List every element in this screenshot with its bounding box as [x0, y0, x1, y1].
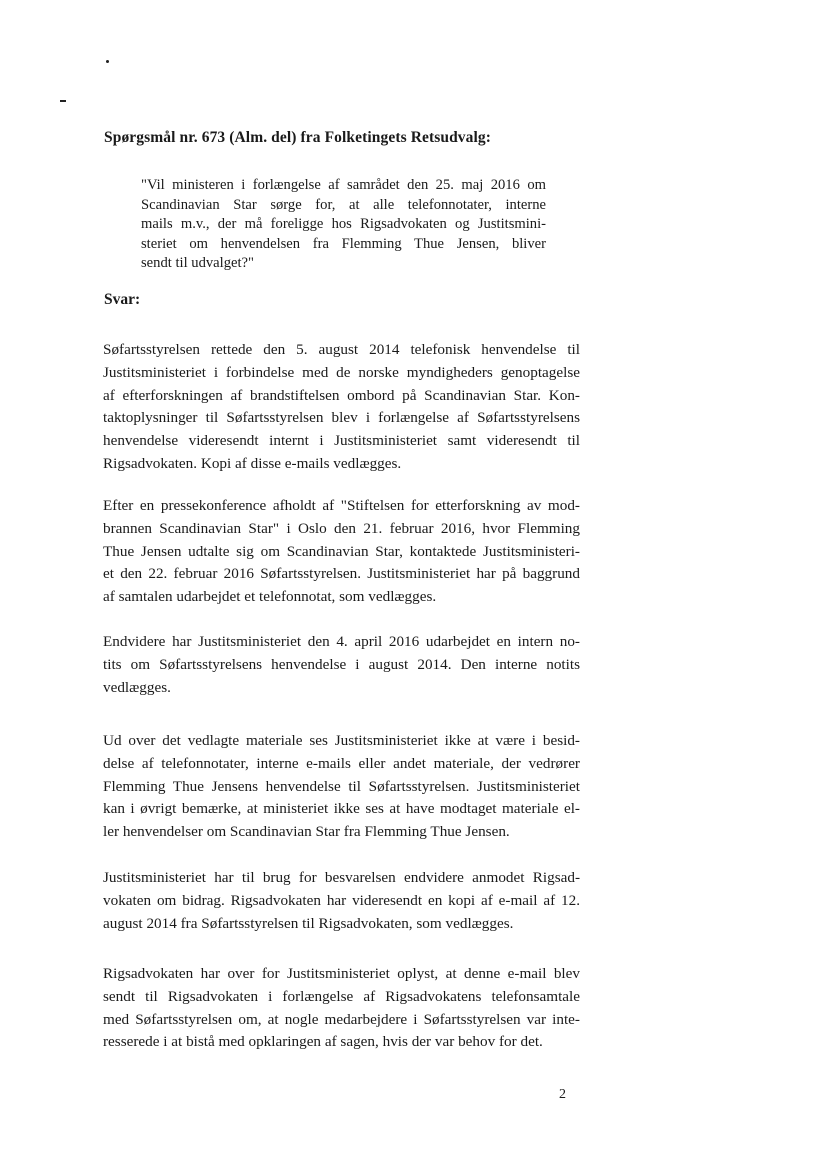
answer-paragraph-1 [103, 339, 580, 476]
paragraph-line: taktoplysninger til Søfartsstyrelsen blev i forlængelse af Søfartsstyrelsens [103, 409, 580, 427]
paragraph-line: vedlægges. [103, 678, 171, 696]
answer-paragraph-4 [103, 730, 580, 844]
paragraph-line: Justitsministeriet i forbindelse med de norske myndigheders genoptagelse [103, 363, 580, 381]
answer-paragraph-5 [103, 867, 580, 935]
paragraph-line: delse af telefonnotater, interne e-mails eller andet materiale, der vedrører [103, 754, 580, 772]
answer-paragraph-3 [103, 631, 580, 699]
page-number: 2 [559, 1087, 566, 1102]
answer-paragraph-6 [103, 963, 580, 1054]
answer-paragraph-2 [103, 495, 580, 609]
paragraph-line: Rigsadvokaten. Kopi af disse e-mails vedlægges. [103, 454, 402, 472]
paragraph-line: Efter en pressekonference afholdt af "Stiftelsen for etterforskning av mod- [103, 497, 580, 514]
paragraph-line: henvendelse videresendt internt i Justitsministeriet samt videresendt til [103, 432, 580, 450]
paragraph-line: vokaten om bidrag. Rigsadvokaten har videresendt en kopi af e-mail af 12. [103, 891, 580, 909]
paragraph-line: af samtalen udarbejdet et telefonnotat, som vedlægges. [103, 588, 437, 606]
paragraph-line: august 2014 fra Søfartsstyrelsen til Rigsadvokaten, som vedlægges. [103, 914, 514, 932]
quote-line: "Vil ministeren i forlængelse af samrådet den 25. maj 2016 om [141, 177, 546, 193]
paragraph-line: med Søfartsstyrelsen om, at nogle medarbejdere i Søfartsstyrelsen var inte- [103, 1010, 580, 1028]
paragraph-line: Flemming Thue Jensens henvendelse til Søfartsstyrelsen. Justitsministeriet [103, 777, 580, 795]
paragraph-line: Justitsministeriet har til brug for besvarelsen endvidere anmodet Rigsad- [103, 869, 580, 886]
paragraph-line: ler henvendelser om Scandinavian Star fra Flemming Thue Jensen. [103, 823, 510, 841]
quote-line: sendt til udvalget?" [141, 255, 254, 271]
paragraph-line: Ud over det vedlagte materiale ses Justitsministeriet ikke at være i besid- [103, 732, 580, 749]
paragraph-line: tits om Søfartsstyrelsens henvendelse i august 2014. Den interne notits [103, 655, 580, 673]
scan-dash-mark [60, 100, 66, 102]
paragraph-line: kan i øvrigt bemærke, at ministeriet ikke ses at have modtaget materiale el- [103, 800, 580, 818]
paragraph-line: Thue Jensen udtalte sig om Scandinavian Star, kontaktede Justitsministeri- [103, 542, 580, 560]
quote-line: mails m.v., der må foreligge hos Rigsadvokaten og Justitsmini- [141, 216, 546, 232]
question-quote [141, 176, 546, 274]
quote-line: steriet om henvendelsen fra Flemming Thue Jensen, bliver [141, 235, 546, 252]
paragraph-line: af efterforskningen af brandstiftelsen ombord på Scandinavian Star. Kon- [103, 386, 580, 404]
paragraph-line: brannen Scandinavian Star" i Oslo den 21. februar 2016, hvor Flemming [103, 519, 580, 537]
question-heading: Spørgsmål nr. 673 (Alm. del) fra Folketingets Retsudvalg: [104, 129, 492, 146]
paragraph-line: resserede i at bistå med opklaringen af sagen, hvis der var behov for det. [103, 1033, 543, 1051]
quote-line: Scandinavian Star sørge for, at alle telefonnotater, interne [141, 196, 546, 213]
paragraph-line: sendt til Rigsadvokaten i forlængelse af Rigsadvokatens telefonsamtale [103, 987, 580, 1005]
answer-label: Svar: [104, 291, 141, 308]
paragraph-line: Søfartsstyrelsen rettede den 5. august 2014 telefonisk henvendelse til [103, 341, 580, 358]
paragraph-line: Endvidere har Justitsministeriet den 4. april 2016 udarbejdet en intern no- [103, 633, 580, 650]
scan-dot-mark [106, 60, 109, 63]
paragraph-line: Rigsadvokaten har over for Justitsministeriet oplyst, at denne e-mail blev [103, 965, 580, 982]
paragraph-line: et den 22. februar 2016 Søfartsstyrelsen. Justitsministeriet har på baggrund [103, 565, 580, 583]
